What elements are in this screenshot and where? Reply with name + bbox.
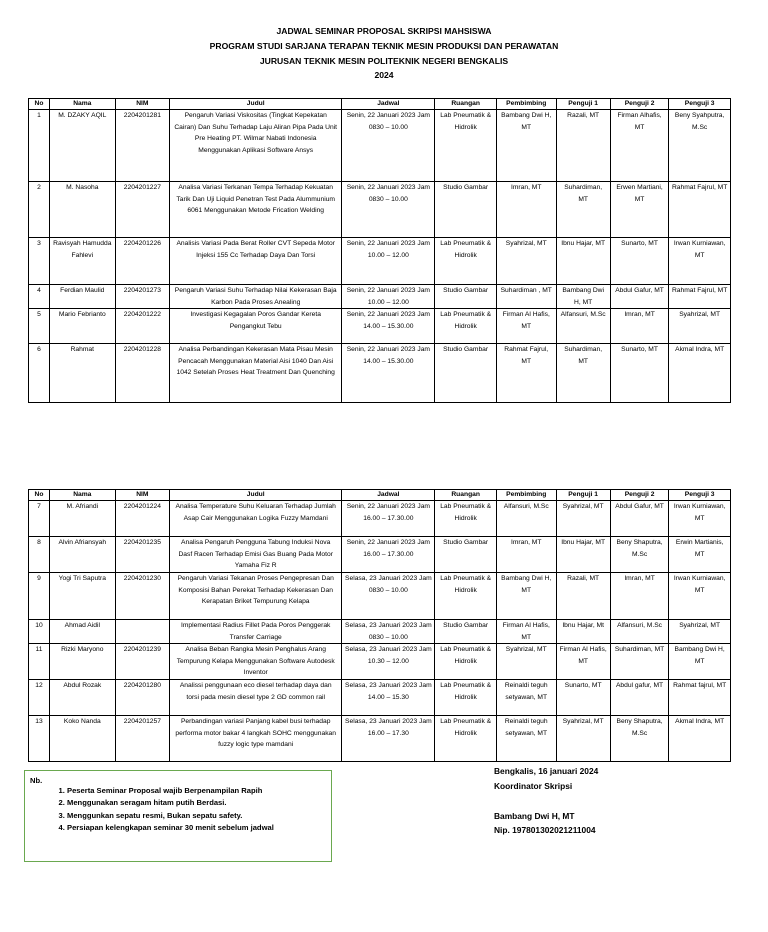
cell-no: 6	[29, 344, 50, 403]
column-header-no: No	[29, 490, 50, 501]
cell-no: 8	[29, 537, 50, 573]
cell-penguji-2: Beny Shaputra, M.Sc	[610, 715, 668, 761]
table-row	[29, 537, 731, 573]
cell-pembimbing: Alfansuri, M.Sc	[496, 501, 556, 537]
cell-penguji-2: Imran, MT	[610, 309, 668, 344]
table-row	[29, 715, 731, 761]
signature-block	[494, 764, 598, 838]
cell-judul: Analisa Variasi Terkanan Tempa Terhadap Kekuatan Tarik Dan Uji Liquid Penetran Test Pada Alummunium 6061 Menggunakan Metode Frication Welding	[170, 182, 342, 238]
cell-penguji-1: Ibnu Hajar, MT	[556, 537, 610, 573]
note-item: 1. Peserta Seminar Proposal wajib Berpenampilan Rapih	[67, 785, 274, 797]
cell-penguji-3: Irwan Kurniawan, MT	[669, 238, 731, 285]
cell-judul: Pengaruh Variasi Viskositas (Tingkat Kepekatan Cairan) Dan Suhu Terhadap Laju Aliran Pipa Pada Unit Pre Heating PT. Wilmar Nabati Indonesia Menggunakan Aplikasi Software Ansys	[170, 110, 342, 182]
cell-no: 5	[29, 309, 50, 344]
column-header-judul: Judul	[170, 99, 342, 110]
cell-ruangan: Studio Gambar	[435, 537, 497, 573]
cell-penguji-2: Erwen Martiani, MT	[610, 182, 668, 238]
cell-jadwal: Senin, 22 Januari 2023 Jam 14.00 – 15.30.00	[342, 344, 435, 403]
note-item: 2. Menggunakan seragam hitam putih Berdasi.	[67, 797, 274, 809]
cell-jadwal: Senin, 22 Januari 2023 Jam 10.00 – 12.00	[342, 285, 435, 309]
column-header-penguji-2: Penguji 2	[610, 490, 668, 501]
cell-penguji-1: Syahrizal, MT	[556, 501, 610, 537]
cell-jadwal: Selasa, 23 Januari 2023 Jam 16.00 – 17.30	[342, 715, 435, 761]
signature-name: Bambang Dwi H, MT	[494, 810, 575, 821]
column-header-penguji-1: Penguji 1	[556, 99, 610, 110]
cell-judul: Investigasi Kegagalan Poros Gandar Kereta Pengangkut Tebu	[170, 309, 342, 344]
cell-judul: Analisa Beban Rangka Mesin Penghalus Arang Tempurung Kelapa Menggunakan Software Autodesk Inventor	[170, 644, 342, 680]
table-row	[29, 309, 731, 344]
cell-penguji-3: Rahmat Fajrul, MT	[669, 285, 731, 309]
cell-no: 13	[29, 715, 50, 761]
notes-box	[24, 770, 332, 862]
cell-nim: 2204201224	[115, 501, 169, 537]
note-item: 3. Menggunkan sepatu resmi, Bukan sepatu safety.	[67, 810, 274, 822]
table-row	[29, 501, 731, 537]
cell-no: 10	[29, 620, 50, 644]
cell-ruangan: Lab Pneumatik & Hidrolik	[435, 573, 497, 620]
header-year: 2024	[374, 70, 394, 81]
cell-nama: Rahmat	[49, 344, 115, 403]
cell-ruangan: Lab Pneumatik & Hidrolik	[435, 501, 497, 537]
cell-penguji-2: Firman Alhafis, MT	[610, 110, 668, 182]
cell-nim: 2204201235	[115, 537, 169, 573]
cell-penguji-2: Alfansuri, M.Sc	[610, 620, 668, 644]
cell-ruangan: Studio Gambar	[435, 182, 497, 238]
cell-no: 1	[29, 110, 50, 182]
cell-penguji-3: Beny Syahputra, M.Sc	[669, 110, 731, 182]
column-header-penguji-2: Penguji 2	[610, 99, 668, 110]
cell-ruangan: Lab Pneumatik & Hidrolik	[435, 309, 497, 344]
cell-nim: 2204201257	[115, 715, 169, 761]
cell-nama: M. Nasoha	[49, 182, 115, 238]
table-header-row	[29, 99, 731, 110]
cell-pembimbing: Suhardiman , MT	[496, 285, 556, 309]
cell-pembimbing: Firman Al Hafis, MT	[496, 620, 556, 644]
cell-jadwal: Senin, 22 Januari 2023 Jam 16.00 – 17.30.00	[342, 537, 435, 573]
cell-pembimbing: Reinaldi teguh setyawan, MT	[496, 679, 556, 715]
cell-nim: 2204201280	[115, 679, 169, 715]
column-header-pembimbing: Pembimbing	[496, 99, 556, 110]
cell-nama: Rizki Maryono	[49, 644, 115, 680]
cell-no: 12	[29, 679, 50, 715]
notes-list	[25, 785, 274, 835]
cell-jadwal: Senin, 22 Januari 2023 Jam 16.00 – 17.30.00	[342, 501, 435, 537]
cell-penguji-1: Bambang Dwi H, MT	[556, 285, 610, 309]
cell-penguji-1: Syahrizal, MT	[556, 715, 610, 761]
cell-ruangan: Studio Gambar	[435, 285, 497, 309]
cell-pembimbing: Rahmat Fajrul, MT	[496, 344, 556, 403]
cell-nama: Abdul Rozak	[49, 679, 115, 715]
cell-nim	[115, 620, 169, 644]
cell-jadwal: Senin, 22 Januari 2023 Jam 0830 – 10.00	[342, 182, 435, 238]
cell-nim: 2204201226	[115, 238, 169, 285]
cell-ruangan: Lab Pneumatik & Hidrolik	[435, 644, 497, 680]
header-department: JURUSAN TEKNIK MESIN POLITEKNIK NEGERI BENGKALIS	[259, 55, 509, 66]
cell-penguji-3: Syahrizal, MT	[669, 620, 731, 644]
cell-penguji-3: Akmal Indra, MT	[669, 344, 731, 403]
note-item: 4. Persiapan kelengkapan seminar 30 menit sebelum jadwal	[67, 822, 274, 834]
cell-judul: Implementasi Radius Fillet Pada Poros Penggerak Transfer Carriage	[170, 620, 342, 644]
cell-judul: Analissi penggunaan eco diesel terhadap daya dan torsi pada mesin diesel type 2 GD common rail	[170, 679, 342, 715]
cell-judul: Pengaruh Variasi Suhu Terhadap Nilai Kekerasan Baja Karbon Pada Proses Anealing	[170, 285, 342, 309]
column-header-pembimbing: Pembimbing	[496, 490, 556, 501]
cell-penguji-1: Razali, MT	[556, 110, 610, 182]
cell-pembimbing: Firman Al Hafis, MT	[496, 309, 556, 344]
cell-penguji-3: Syahrizal, MT	[669, 309, 731, 344]
column-header-ruangan: Ruangan	[435, 490, 497, 501]
cell-penguji-1: Ibnu Hajar, MT	[556, 238, 610, 285]
column-header-penguji-3: Penguji 3	[669, 490, 731, 501]
cell-jadwal: Senin, 22 Januari 2023 Jam 10.00 – 12.00	[342, 238, 435, 285]
column-header-nama: Nama	[49, 99, 115, 110]
cell-penguji-1: Sunarto, MT	[556, 679, 610, 715]
cell-nim: 2204201227	[115, 182, 169, 238]
cell-judul: Perbandingan variasi Panjang kabel busi terhadap performa motor bakar 4 langkah SOHC menggunakan fuzzy logic type mamdani	[170, 715, 342, 761]
cell-penguji-2: Abdul gafur, MT	[610, 679, 668, 715]
cell-ruangan: Studio Gambar	[435, 620, 497, 644]
cell-jadwal: Senin, 22 Januari 2023 Jam 14.00 – 15.30.00	[342, 309, 435, 344]
cell-pembimbing: Bambang Dwi H, MT	[496, 573, 556, 620]
cell-penguji-1: Alfansuri, M.Sc	[556, 309, 610, 344]
column-header-no: No	[29, 99, 50, 110]
column-header-jadwal: Jadwal	[342, 99, 435, 110]
cell-nama: Koko Nanda	[49, 715, 115, 761]
table-header-row	[29, 490, 731, 501]
cell-penguji-1: Razali, MT	[556, 573, 610, 620]
signature-place-date: Bengkalis, 16 januari 2024	[494, 766, 599, 776]
cell-no: 11	[29, 644, 50, 680]
cell-nim: 2204201281	[115, 110, 169, 182]
cell-jadwal: Selasa, 23 Januari 2023 Jam 14.00 – 15.30	[342, 679, 435, 715]
cell-penguji-1: Ibnu Hajar, Mt	[556, 620, 610, 644]
cell-nama: Alvin Afriansyah	[49, 537, 115, 573]
cell-ruangan: Lab Pneumatik & Hidrolik	[435, 679, 497, 715]
cell-nama: Mario Febrianto	[49, 309, 115, 344]
cell-jadwal: Selasa, 23 Januari 2023 Jam 0830 – 10.00	[342, 573, 435, 620]
cell-penguji-3: Irwan Kurniawan, MT	[669, 573, 731, 620]
cell-ruangan: Lab Pneumatik & Hidrolik	[435, 238, 497, 285]
cell-judul: Pengaruh Variasi Tekanan Proses Pengepresan Dan Komposisi Bahan Perekat Terhadap Kekerasan Dan Kerapatan Briket Tempurung Kelapa	[170, 573, 342, 620]
cell-nim: 2204201273	[115, 285, 169, 309]
column-header-ruangan: Ruangan	[435, 99, 497, 110]
column-header-judul: Judul	[170, 490, 342, 501]
cell-nim: 2204201222	[115, 309, 169, 344]
table-row	[29, 620, 731, 644]
cell-penguji-2: Abdul Gafur, MT	[610, 501, 668, 537]
signature-role: Koordinator Skripsi	[494, 780, 573, 791]
cell-pembimbing: Reinaldi teguh setyawan, MT	[496, 715, 556, 761]
cell-penguji-2: Beny Shaputra, M.Sc	[610, 537, 668, 573]
cell-nama: M. DZAKY AQIL	[49, 110, 115, 182]
cell-nim: 2204201239	[115, 644, 169, 680]
cell-penguji-2: Sunarto, MT	[610, 238, 668, 285]
cell-penguji-3: Bambang Dwi H, MT	[669, 644, 731, 680]
schedule-table-2	[28, 489, 731, 762]
column-header-penguji-3: Penguji 3	[669, 99, 731, 110]
cell-penguji-2: Suhardiman, MT	[610, 644, 668, 680]
cell-penguji-3: Rahmat Fajrul, MT	[669, 182, 731, 238]
cell-ruangan: Lab Pneumatik & Hidrolik	[435, 715, 497, 761]
cell-jadwal: Selasa, 23 Januari 2023 Jam 0830 – 10.00	[342, 620, 435, 644]
cell-penguji-2: Abdul Gafur, MT	[610, 285, 668, 309]
cell-pembimbing: Imran, MT	[496, 182, 556, 238]
signature-nip: Nip. 197801302021211004	[494, 825, 596, 836]
cell-judul: Analisa Temperature Suhu Keluaran Terhadap Jumlah Asap Cair Menggunakan Logika Fuzzy Mamdani	[170, 501, 342, 537]
column-header-penguji-1: Penguji 1	[556, 490, 610, 501]
cell-penguji-2: Sunarto, MT	[610, 344, 668, 403]
cell-nama: Ravisyah Hamudda Fahlevi	[49, 238, 115, 285]
cell-nama: Yogi Tri Saputra	[49, 573, 115, 620]
table-row	[29, 344, 731, 403]
cell-penguji-3: Akmal Indra, MT	[669, 715, 731, 761]
cell-judul: Analisa Perbandingan Kekerasan Mata Pisau Mesin Pencacah Menggunakan Material Aisi 1040 Dan Aisi 1042 Setelah Proses Heat Treatment Dan Quenching	[170, 344, 342, 403]
cell-pembimbing: Bambang Dwi H, MT	[496, 110, 556, 182]
cell-nama: M. Afriandi	[49, 501, 115, 537]
table-row	[29, 285, 731, 309]
cell-ruangan: Studio Gambar	[435, 344, 497, 403]
document-header	[0, 24, 768, 83]
table-row	[29, 182, 731, 238]
column-header-nim: NIM	[115, 99, 169, 110]
cell-penguji-2: Imran, MT	[610, 573, 668, 620]
table-row	[29, 238, 731, 285]
cell-no: 2	[29, 182, 50, 238]
cell-nama: Ahmad Aidil	[49, 620, 115, 644]
cell-no: 7	[29, 501, 50, 537]
column-header-nim: NIM	[115, 490, 169, 501]
cell-penguji-1: Suhardiman, MT	[556, 344, 610, 403]
cell-pembimbing: Syahrizal, MT	[496, 238, 556, 285]
cell-jadwal: Senin, 22 Januari 2023 Jam 0830 – 10.00	[342, 110, 435, 182]
cell-ruangan: Lab Pneumatik & Hidrolik	[435, 110, 497, 182]
cell-jadwal: Selasa, 23 Januari 2023 Jam 10.30 – 12.00	[342, 644, 435, 680]
notes-title: Nb.	[30, 776, 43, 785]
column-header-jadwal: Jadwal	[342, 490, 435, 501]
header-program: PROGRAM STUDI SARJANA TERAPAN TEKNIK MESIN PRODUKSI DAN PERAWATAN	[209, 40, 559, 51]
cell-judul: Analisis Variasi Pada Berat Roller CVT Sepeda Motor Injeksi 155 Cc Terhadap Daya Dan Torsi	[170, 238, 342, 285]
table-row	[29, 644, 731, 680]
cell-nim: 2204201228	[115, 344, 169, 403]
cell-no: 3	[29, 238, 50, 285]
cell-no: 4	[29, 285, 50, 309]
cell-penguji-1: Suhardiman, MT	[556, 182, 610, 238]
cell-pembimbing: Syahrizal, MT	[496, 644, 556, 680]
header-title: JADWAL SEMINAR PROPOSAL SKRIPSI MAHSISWA	[276, 26, 492, 36]
cell-penguji-3: Erwin Martianis, MT	[669, 537, 731, 573]
cell-nim: 2204201230	[115, 573, 169, 620]
cell-no: 9	[29, 573, 50, 620]
table-row	[29, 573, 731, 620]
cell-nama: Ferdian Maulid	[49, 285, 115, 309]
table-row	[29, 679, 731, 715]
schedule-table-1	[28, 98, 731, 403]
cell-penguji-3: Rahmat fajrul, MT	[669, 679, 731, 715]
column-header-nama: Nama	[49, 490, 115, 501]
cell-judul: Analisa Pengaruh Pengguna Tabung Induksi Nova Dasf Racen Terhadap Emisi Gas Buang Pada Motor Yamaha Fiz R	[170, 537, 342, 573]
cell-pembimbing: Imran, MT	[496, 537, 556, 573]
cell-penguji-1: Firman Al Hafis, MT	[556, 644, 610, 680]
table-row	[29, 110, 731, 182]
cell-penguji-3: Irwan Kurniawan, MT	[669, 501, 731, 537]
